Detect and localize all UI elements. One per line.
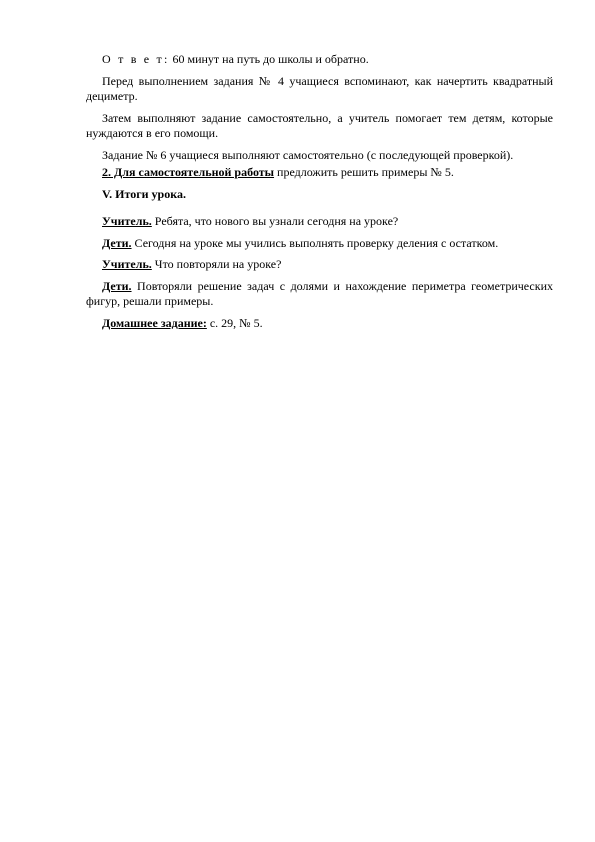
homework-text: с. 29, № 5. (206, 315, 263, 330)
homework-paragraph (86, 316, 553, 332)
children-answer-1 (86, 236, 553, 252)
teacher-speaker-2: Учитель. (102, 257, 152, 271)
children-speaker-1: Дети. (102, 235, 132, 250)
children-speaker-2: Дети. (102, 278, 132, 293)
children-answer-2 (86, 279, 553, 310)
teacher-line-2: Что повторяли на уроке? (151, 257, 282, 271)
teacher-line-1: Ребята, что нового вы узнали сегодня на уроке? (151, 214, 399, 228)
self-study-text: предложить решить примеры № 5. (274, 165, 454, 179)
self-study-heading: 2. Для самостоятельной работы (102, 165, 275, 179)
teacher-question-1 (86, 214, 553, 230)
independent-work-paragraph: Затем выполняют задание самостоятельно, а учитель помогает тем детям, которые нуждаются в его помощи. (86, 110, 553, 140)
document-text (86, 52, 553, 337)
teacher-speaker-1: Учитель. (102, 214, 152, 228)
teacher-question-2 (86, 257, 553, 273)
lesson-summary-heading: V. Итоги урока. (102, 186, 186, 201)
homework-label: Домашнее задание: (102, 315, 207, 330)
answer-text: 60 минут на путь до школы и обратно. (169, 52, 369, 66)
answer-paragraph (86, 52, 553, 68)
answer-label: О т в е т: (102, 52, 170, 66)
children-line-1: Сегодня на уроке мы учились выполнять проверку деления с остатком. (131, 235, 499, 250)
self-study-paragraph (86, 165, 553, 181)
task4-paragraph: Перед выполнением задания № 4 учащиеся вспоминают, как начертить квадратный дециметр. (86, 73, 553, 103)
children-line-2: Повторяли решение задач с долями и нахождение периметра геометрических фигур, решали примеры. (86, 278, 553, 308)
task6-paragraph: Задание № 6 учащиеся выполняют самостоятельно (с последующей проверкой). (102, 147, 514, 162)
